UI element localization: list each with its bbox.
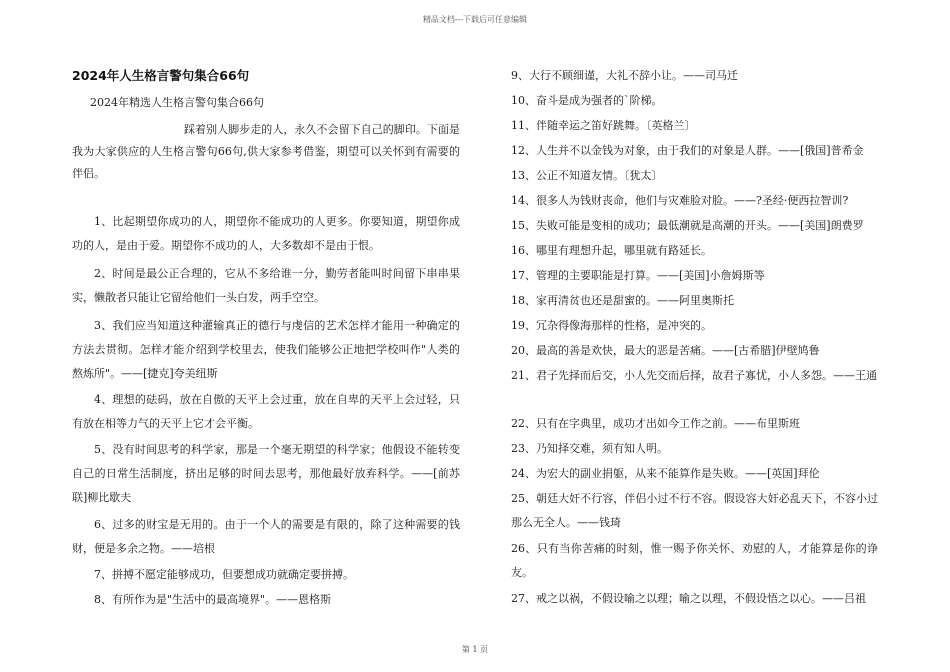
quote-item-10: 10、奋斗是成为强者的`阶梯。 <box>511 94 663 107</box>
quote-item-18: 18、家再清贫也还是甜蜜的。——阿里奥斯托 <box>511 294 734 307</box>
document-title: 2024年人生格言警句集合66句 <box>72 68 250 83</box>
quote-item-20: 20、最高的善是欢快，最大的恶是苦痛。——[古希腊]伊壁鸠鲁 <box>511 344 820 357</box>
quote-item-21: 21、君子先择而后交，小人先交而后择，故君子寡忧，小人多怨。——王通 <box>511 369 877 382</box>
quote-item-14: 14、很多人为钱财丧命，他们与灾难脸对脸。——?圣经·便西拉智训? <box>511 194 849 207</box>
quote-item-16: 16、哪里有理想升起，哪里就有路延长。 <box>511 244 712 257</box>
quote-item-22: 22、只有在字典里，成功才出如今工作之前。——布里斯班 <box>511 417 800 430</box>
quote-item-4: 4、理想的砝码，放在自傲的天平上会过重，放在自卑的天平上会过轻，只有放在相等力气的天平上它才会平衡。 <box>72 393 460 430</box>
quote-item-3: 3、我们应当知道这种灌输真正的德行与虔信的艺术怎样才能用一种确定的方法去贯彻。怎样才能介绍到学校里去，使我们能够公正地把学校叫作"人类的熬炼所"。——[捷克]夸美纽斯 <box>72 319 460 380</box>
quote-item-17: 17、管理的主要职能是打算。——[美国]小詹姆斯等 <box>511 269 765 282</box>
quote-item-26: 26、只有当你苦痛的时刻，惟一赐予你关怀、劝慰的人，才能算是你的诤友。 <box>511 542 878 579</box>
quote-item-13: 13、公正不知道友情。〔犹太〕 <box>511 169 663 182</box>
quote-item-9: 9、大行不顾细谨，大礼不辞小让。——司马迁 <box>511 69 738 82</box>
quote-item-12: 12、人生并不以金钱为对象，由于我们的对象是人群。——[俄国]普希金 <box>511 144 864 157</box>
quote-item-24: 24、为宏大的副业捐躯，从来不能算作是失败。——[英国]拜伦 <box>511 467 820 480</box>
quote-item-1: 1、比起期望你成功的人，期望你不能成功的人更多。你要知道，期望你成功的人，是由于爱。期望你不成功的人，大多数却不是由于恨。 <box>72 215 460 252</box>
header-note: 精品文档---下载后可任意编辑 <box>422 15 528 24</box>
quote-item-5: 5、没有时间思考的科学家，那是一个毫无期望的科学家；他假设不能转变自己的日常生活制度，挤出足够的时间去思考，那他最好放弃科学。——[前苏联]柳比歇夫 <box>72 443 460 504</box>
page-number: 第 1 页 <box>461 645 489 654</box>
quote-item-11: 11、伴随幸运之笛好跳舞。〔英格兰〕 <box>511 119 696 132</box>
quote-item-7: 7、拼搏不愿定能够成功，但要想成功就确定要拼搏。 <box>94 568 354 581</box>
quote-item-19: 19、冗杂得像海那样的性格，是冲突的。 <box>511 319 712 332</box>
quote-item-25: 25、朝廷大奸不行容，伴侣小过不行不容。假设容大奸必乱天下，不容小过那么无全人。——钱琦 <box>511 492 878 529</box>
quote-item-23: 23、乃知择交难，须有知人明。 <box>511 442 668 455</box>
quote-item-6: 6、过多的财宝是无用的。由于一个人的需要是有限的，除了这种需要的钱财，便是多余之物。——培根 <box>72 518 460 555</box>
quote-item-15: 15、失败可能是变相的成功；最低潮就是高潮的开头。——[美国]朗费罗 <box>511 219 864 232</box>
document-subtitle: 2024年精选人生格言警句集合66句 <box>90 96 264 109</box>
quote-item-8: 8、有所作为是"生活中的最高境界"。——恩格斯 <box>94 593 332 606</box>
quote-item-27: 27、戒之以祸，不假设喻之以理；喻之以理，不假设悟之以心。——吕祖 <box>511 592 866 605</box>
intro-paragraph: 踩着别人脚步走的人，永久不会留下自己的脚印。下面是我为大家供应的人生格言警句66句,供大家参考借鉴，期望可以关怀到有需要的伴侣。 <box>72 123 460 180</box>
quote-item-2: 2、时间是最公正合理的，它从不多给谁一分，勤劳者能叫时间留下串串果实，懒散者只能让它留给他们一头白发，两手空空。 <box>72 267 460 304</box>
